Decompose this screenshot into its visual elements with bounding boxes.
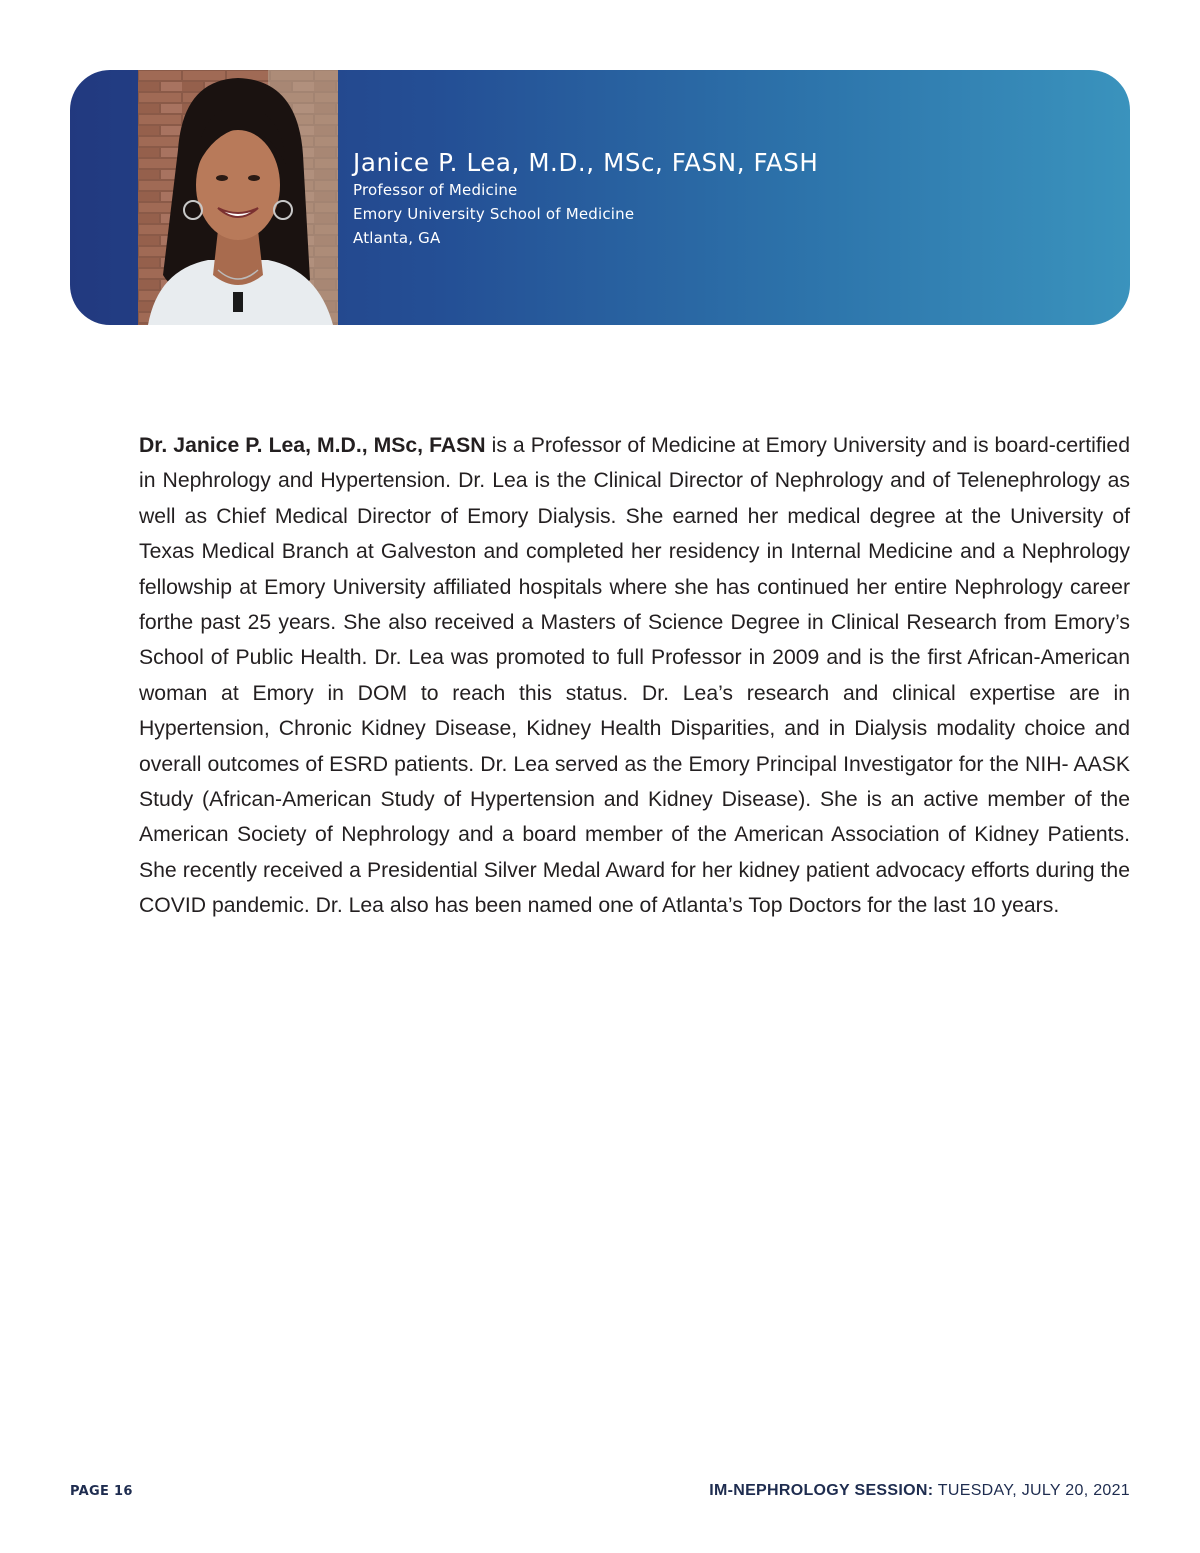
- speaker-institution: Emory University School of Medicine: [353, 205, 635, 223]
- page-number: PAGE 16: [70, 1484, 133, 1499]
- session-label: IM-NEPHROLOGY SESSION:: [709, 1482, 934, 1499]
- speaker-title: Professor of Medicine: [353, 181, 518, 199]
- speaker-biography: [139, 428, 1130, 924]
- speaker-info: [353, 148, 818, 250]
- session-date: TUESDAY, JULY 20, 2021: [933, 1482, 1130, 1499]
- speaker-photo: [138, 70, 338, 325]
- session-footer: [709, 1482, 1130, 1500]
- speaker-banner: [70, 70, 1130, 325]
- speaker-name: Janice P. Lea, M.D., MSc, FASN, FASH: [353, 148, 819, 177]
- bio-text: is a Professor of Medicine at Emory University and is board-certified in Nephrology and Hypertension. Dr. Lea is the Clinical Director of Nephrology and of Telenephrology as well as Chief Medical Director of Emory Dialysis. She earned her medical degree at the University of Texas Medical Branch at Galveston and completed her residency in Internal Medicine and a Nephrology fellowship at Emory University affiliated hospitals where she has continued her entire Nephrology career forthe past 25 years. She also received a Masters of Science Degree in Clinical Research from Emory’s School of Public Health. Dr. Lea was promoted to full Professor in 2009 and is the first African-American woman at Emory in DOM to reach this status. Dr. Lea’s research and clinical expertise are in Hypertension, Chronic Kidney Disease, Kidney Health Disparities, and in Dialysis modality choice and overall outcomes of ESRD patients. Dr. Lea served as the Emory Principal Investigator for the NIH- AASK Study (African-American Study of Hypertension and Kidney Disease). She is an active member of the American Society of Nephrology and a board member of the American Association of Kidney Patients. She recently received a Presidential Silver Medal Award for her kidney patient advocacy efforts during the COVID pandemic. Dr. Lea also has been named one of Atlanta’s Top Doctors for the last 10 years.: [139, 434, 1130, 918]
- bio-lead-name: Dr. Janice P. Lea, M.D., MSc, FASN: [139, 434, 486, 457]
- speaker-location: Atlanta, GA: [353, 229, 441, 247]
